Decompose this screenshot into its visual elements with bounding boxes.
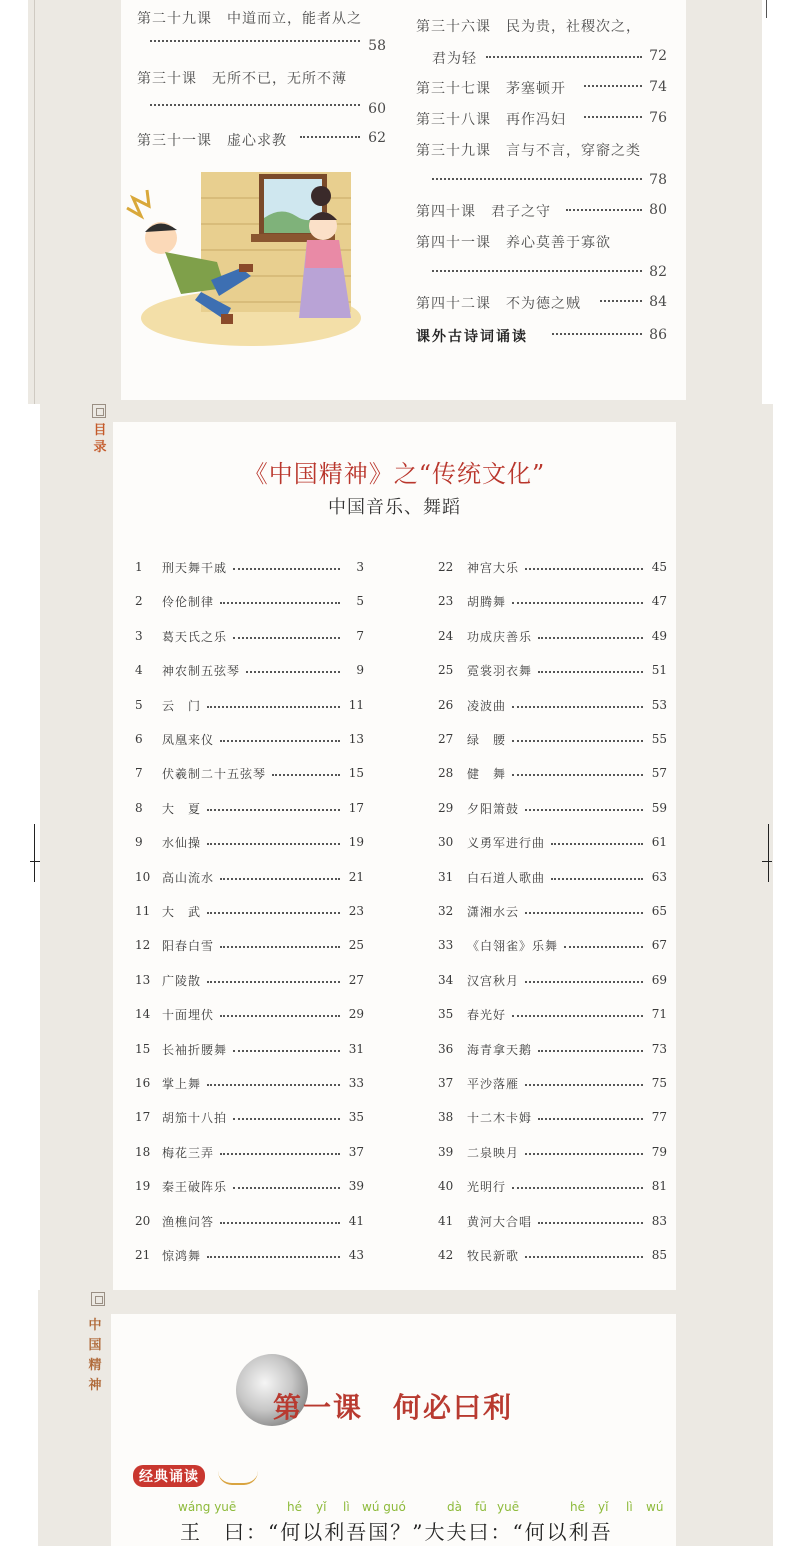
toc-row[interactable]: [438, 730, 669, 750]
leader-dots: [220, 878, 340, 880]
toc-item-title: 海青拿天鹅: [467, 1042, 533, 1057]
leader-dots: [207, 809, 340, 811]
leader-dots: [512, 740, 643, 742]
toc-page-number: 21: [348, 869, 364, 884]
toc-row[interactable]: [438, 936, 669, 956]
side-label: 目 录: [93, 423, 107, 455]
toc-page-number: 57: [651, 766, 667, 781]
toc-item-title: 大 武: [162, 905, 202, 919]
toc-item-title: 凌波曲: [467, 698, 507, 713]
crop-mark: [768, 824, 769, 882]
toc-item-number: 32: [438, 904, 454, 918]
leader-dots: [207, 981, 340, 983]
leader-dots: [525, 981, 643, 983]
toc-item-number: 27: [438, 732, 454, 746]
leader-dots: [233, 637, 340, 639]
leader-dots: [220, 1153, 340, 1155]
toc-item-number: 13: [135, 972, 151, 987]
toc-row[interactable]: [438, 799, 669, 819]
toc-item-title: 秦王破阵乐: [162, 1180, 228, 1195]
toc-row[interactable]: [135, 1177, 366, 1197]
side-label: 中 国 精 神: [88, 1318, 102, 1393]
leader-dots: [207, 1256, 340, 1258]
toc-item-title: 梅花三弄: [162, 1145, 215, 1160]
toc-row[interactable]: [135, 971, 366, 991]
toc-item-number: 11: [135, 904, 151, 918]
toc-page-number: 83: [651, 1213, 667, 1228]
toc-item-title: 胡笳十八拍: [162, 1111, 228, 1126]
toc-page-number: 3: [356, 560, 364, 574]
toc-row[interactable]: [438, 833, 669, 853]
toc-page-number: 49: [651, 628, 667, 643]
toc-row[interactable]: [438, 1212, 669, 1232]
crop-mark: [762, 861, 772, 862]
toc-page-number: 62: [368, 130, 386, 146]
toc-entry[interactable]: 课外古诗词诵读: [416, 329, 528, 345]
toc-page-number: 80: [649, 202, 667, 218]
toc-page-number: 85: [651, 1248, 667, 1262]
toc-page-number: 5: [356, 594, 364, 609]
toc-item-title: 大 夏: [162, 801, 202, 816]
toc-page-number: 63: [651, 869, 667, 884]
toc-item-title: 二泉映月: [467, 1145, 520, 1160]
leader-dots: [207, 706, 340, 708]
toc-row[interactable]: [135, 1108, 366, 1128]
toc-page-number: 29: [348, 1007, 364, 1022]
pinyin: wú: [646, 1500, 664, 1514]
toc-page-number: 53: [651, 697, 667, 712]
toc-entry[interactable]: 第四十一课 养心莫善于寡欲: [416, 235, 611, 251]
pinyin: lì: [343, 1500, 350, 1514]
toc-page-number: 65: [651, 904, 667, 918]
leader-dots: [233, 1118, 340, 1120]
toc-entry[interactable]: 第四十课 君子之守: [416, 204, 551, 220]
toc-row[interactable]: [438, 1143, 669, 1163]
toc-row[interactable]: [438, 1177, 669, 1197]
toc-page-number: 78: [649, 172, 667, 188]
toc-item-number: 29: [438, 800, 454, 815]
toc-page-number: 79: [651, 1144, 667, 1159]
page-title: 《中国精神》之“传统文化”: [243, 460, 546, 488]
toc-item-number: 31: [438, 869, 454, 884]
toc-page-number: 17: [348, 800, 364, 815]
toc-row[interactable]: [135, 1212, 366, 1232]
pinyin: wú guó: [362, 1500, 406, 1514]
toc-page-number: 82: [649, 264, 667, 280]
toc-page-number: 72: [649, 48, 667, 64]
toc-item-title: 绿 腰: [467, 733, 507, 747]
pinyin: lì: [626, 1500, 633, 1514]
leader-dots: [233, 1187, 340, 1189]
leader-dots: [512, 602, 643, 604]
toc-item-title: 夕阳箫鼓: [467, 801, 520, 816]
toc-entry[interactable]: 第三十七课 茅塞顿开: [416, 81, 566, 97]
toc-item-number: 36: [438, 1041, 454, 1056]
toc-page-number: 15: [348, 766, 364, 781]
leader-dots: [220, 1222, 340, 1224]
leader-dots: [246, 671, 340, 673]
toc-row[interactable]: [438, 1074, 669, 1094]
toc-entry[interactable]: 第三十六课 民为贵，社稷次之，: [416, 19, 641, 35]
corner-ornament-icon: [92, 404, 106, 418]
toc-row[interactable]: [135, 1005, 366, 1025]
cartoon-illustration: [121, 168, 361, 348]
toc-page-number: 84: [649, 294, 667, 310]
toc-item-title: 牧民新歌: [467, 1249, 520, 1263]
toc-item-number: 5: [135, 697, 143, 712]
leader-dots: [538, 1118, 643, 1120]
toc-page-number: 69: [651, 972, 667, 987]
toc-row[interactable]: [135, 696, 366, 716]
toc-item-title: 平沙落雁: [467, 1077, 520, 1091]
toc-item-title: 十面埋伏: [162, 1008, 215, 1023]
music-dance-toc-page: [0, 404, 800, 1290]
toc-page-number: 31: [348, 1041, 364, 1056]
toc-item-title: 云 门: [162, 698, 202, 713]
toc-entry[interactable]: 第三十八课 再作冯妇: [416, 112, 566, 128]
leader-dots: [525, 1084, 643, 1086]
pinyin: yuē: [497, 1500, 520, 1514]
toc-row[interactable]: [135, 764, 366, 784]
toc-row[interactable]: [135, 558, 366, 578]
toc-item-title: 水仙操: [162, 836, 202, 851]
toc-item-title: 十二木卡姆: [467, 1111, 533, 1126]
pinyin: yǐ: [316, 1500, 327, 1514]
classic-verse: 王 曰：“何以利吾国？”大夫曰：“何以利吾: [180, 1520, 613, 1544]
toc-item-title: 白石道人歌曲: [467, 870, 546, 885]
pinyin: fū: [475, 1500, 487, 1514]
toc-row[interactable]: [438, 971, 669, 991]
leader-dots: [220, 946, 340, 948]
toc-row[interactable]: [135, 936, 366, 956]
toc-row[interactable]: [438, 868, 669, 888]
toc-row[interactable]: [438, 592, 669, 612]
toc-item-title: 广陵散: [162, 973, 202, 988]
toc-page-number: 76: [649, 110, 667, 126]
toc-row[interactable]: [135, 592, 366, 612]
toc-page-number: 33: [348, 1076, 364, 1090]
toc-row[interactable]: [438, 696, 669, 716]
leader-dots: [551, 878, 643, 880]
leader-dots: [525, 912, 643, 914]
toc-page-number: 19: [348, 835, 364, 850]
toc-item-number: 40: [438, 1179, 454, 1194]
toc-item-number: 14: [135, 1007, 151, 1022]
toc-row[interactable]: [135, 661, 366, 681]
toc-item-number: 15: [135, 1041, 151, 1056]
pinyin: hé: [570, 1500, 585, 1514]
leader-dots: [207, 843, 340, 845]
toc-item-title: 健 舞: [467, 767, 507, 782]
toc-page-number: 41: [348, 1213, 364, 1228]
leader-dots: [220, 602, 340, 604]
toc-page-number: 67: [651, 938, 667, 953]
toc-item-title: 霓裳羽衣舞: [467, 664, 533, 679]
pinyin: dà: [447, 1500, 462, 1514]
corner-ornament-icon: [91, 1292, 105, 1306]
toc-page-number: 25: [348, 938, 364, 953]
toc-item-number: 10: [135, 869, 151, 884]
toc-item-number: 1: [135, 560, 143, 574]
toc-row[interactable]: [135, 833, 366, 853]
toc-item-number: 4: [135, 663, 143, 678]
toc-page-number: 58: [368, 38, 386, 54]
toc-item-title: 春光好: [467, 1008, 507, 1023]
toc-item-title: 潇湘水云: [467, 905, 520, 919]
toc-item-number: 37: [438, 1076, 454, 1090]
toc-entry[interactable]: 第二十九课 中道而立，能者从之: [137, 11, 362, 27]
toc-item-number: 42: [438, 1248, 454, 1262]
toc-item-title: 惊鸿舞: [162, 1249, 202, 1263]
toc-item-number: 25: [438, 663, 454, 678]
toc-row[interactable]: [438, 764, 669, 784]
toc-row[interactable]: [438, 902, 669, 922]
leader-dots: [512, 1015, 643, 1017]
toc-page-number: 39: [348, 1179, 364, 1194]
toc-item-title: 掌上舞: [162, 1077, 202, 1091]
crop-mark: [30, 861, 40, 862]
toc-item-number: 12: [135, 938, 151, 953]
leader-dots: [512, 1187, 643, 1189]
toc-item-title: 刑天舞干戚: [162, 561, 228, 575]
lesson-title: 第一课 何必曰利: [273, 1391, 514, 1424]
leader-dots: [538, 1222, 643, 1224]
toc-item-title: 长袖折腰舞: [162, 1042, 228, 1057]
toc-page-number: 7: [356, 628, 364, 643]
toc-item-number: 16: [135, 1076, 151, 1090]
toc-item-number: 34: [438, 972, 454, 987]
toc-item-title: 神农制五弦琴: [162, 664, 241, 679]
toc-item-number: 22: [438, 560, 454, 574]
leader-dots: [207, 1084, 340, 1086]
toc-page-number: 61: [651, 835, 667, 850]
toc-row[interactable]: [438, 1005, 669, 1025]
crop-mark: [34, 824, 35, 882]
leader-dots: [233, 568, 340, 570]
section-badge: 经典诵读: [133, 1465, 205, 1487]
leader-dots: [220, 1015, 340, 1017]
toc-page-number: 59: [651, 800, 667, 815]
toc-page-number: 27: [348, 972, 364, 987]
leader-dots: [525, 809, 643, 811]
toc-page-number: 71: [651, 1007, 667, 1022]
toc-row[interactable]: [438, 1040, 669, 1060]
toc-item-title: 渔樵问答: [162, 1214, 215, 1229]
toc-page-number: 51: [651, 663, 667, 678]
toc-item-number: 28: [438, 766, 454, 781]
toc-page-number: 45: [651, 560, 667, 574]
toc-page-number: 11: [348, 697, 364, 712]
pinyin: hé: [287, 1500, 302, 1514]
toc-item-title: 《白翎雀》乐舞: [467, 939, 559, 954]
leader-dots: [512, 774, 643, 776]
toc-item-number: 20: [135, 1213, 151, 1228]
toc-item-number: 23: [438, 594, 454, 609]
toc-item-number: 8: [135, 800, 143, 815]
toc-row[interactable]: [135, 1143, 366, 1163]
toc-item-number: 21: [135, 1248, 151, 1262]
leader-dots: [233, 1050, 340, 1052]
page-subtitle: 中国音乐、舞蹈: [328, 497, 461, 518]
toc-item-number: 26: [438, 697, 454, 712]
toc-item-number: 3: [135, 628, 143, 643]
leader-dots: [551, 843, 643, 845]
toc-page-number: 81: [651, 1179, 667, 1194]
toc-page-number: 35: [348, 1110, 364, 1125]
toc-item-number: 7: [135, 766, 143, 781]
leader-dots: [272, 774, 340, 776]
toc-item-title: 葛天氏之乐: [162, 629, 228, 644]
toc-item-number: 24: [438, 628, 454, 643]
toc-row[interactable]: [438, 558, 669, 578]
toc-row[interactable]: [135, 1074, 366, 1094]
toc-entry[interactable]: 第三十一课 虚心求教: [137, 133, 287, 149]
toc-item-number: 39: [438, 1144, 454, 1159]
toc-page-number: 77: [651, 1110, 667, 1125]
toc-item-number: 19: [135, 1179, 151, 1194]
toc-item-title: 神宫大乐: [467, 561, 520, 575]
toc-item-number: 33: [438, 938, 454, 953]
leader-dots: [538, 637, 643, 639]
toc-item-number: 18: [135, 1144, 151, 1159]
leader-dots: [525, 568, 643, 570]
toc-item-title: 胡腾舞: [467, 595, 507, 610]
toc-item-title: 凤凰来仪: [162, 733, 215, 747]
toc-item-number: 35: [438, 1007, 454, 1022]
lesson-page: [0, 1290, 800, 1546]
leader-dots: [538, 671, 643, 673]
toc-page-top: [0, 0, 800, 404]
toc-page-number: 73: [651, 1041, 667, 1056]
pinyin: yǐ: [598, 1500, 609, 1514]
toc-row[interactable]: [438, 1246, 669, 1266]
toc-entry[interactable]: 第三十九课 言与不言，穿窬之类: [416, 143, 641, 159]
toc-row[interactable]: [135, 1040, 366, 1060]
toc-item-number: 2: [135, 594, 143, 609]
toc-item-title: 伶伦制律: [162, 595, 215, 610]
toc-item-number: 9: [135, 835, 143, 850]
toc-page-number: 43: [348, 1248, 364, 1262]
toc-row[interactable]: [135, 730, 366, 750]
pinyin: wáng yuē: [178, 1500, 237, 1514]
toc-page-number: 55: [651, 732, 667, 746]
toc-item-title: 伏羲制二十五弦琴: [162, 767, 267, 782]
toc-page-number: 75: [651, 1076, 667, 1090]
toc-item-title: 高山流水: [162, 870, 215, 885]
toc-item-number: 30: [438, 835, 454, 850]
toc-page-number: 9: [356, 663, 364, 678]
toc-entry[interactable]: 第四十二课 不为德之贼: [416, 296, 581, 312]
toc-item-number: 38: [438, 1110, 454, 1125]
toc-item-title: 义勇军进行曲: [467, 836, 546, 851]
toc-row[interactable]: [438, 627, 669, 647]
toc-item-number: 41: [438, 1213, 454, 1228]
toc-page-number: 23: [348, 904, 364, 918]
leader-dots: [220, 740, 340, 742]
toc-item-number: 17: [135, 1110, 151, 1125]
toc-page-number: 47: [651, 594, 667, 609]
toc-item-title: 功成庆善乐: [467, 629, 533, 644]
leader-dots: [525, 1153, 643, 1155]
toc-entry-continued: 君为轻: [432, 51, 477, 67]
toc-item-title: 汉宫秋月: [467, 973, 520, 988]
toc-page-number: 13: [348, 732, 364, 746]
leader-dots: [564, 946, 643, 948]
leader-dots: [207, 912, 340, 914]
leader-dots: [538, 1050, 643, 1052]
toc-row[interactable]: [135, 627, 366, 647]
toc-page-number: 37: [348, 1144, 364, 1159]
toc-item-number: 6: [135, 732, 143, 746]
toc-item-title: 光明行: [467, 1180, 507, 1195]
toc-row[interactable]: [438, 661, 669, 681]
toc-page-number: 86: [649, 327, 667, 343]
toc-item-title: 黄河大合唱: [467, 1214, 533, 1229]
leader-dots: [512, 706, 643, 708]
toc-row[interactable]: [135, 1246, 366, 1266]
toc-row[interactable]: [438, 1108, 669, 1128]
toc-row[interactable]: [135, 868, 366, 888]
toc-item-title: 阳春白雪: [162, 939, 215, 954]
toc-row[interactable]: [135, 799, 366, 819]
leader-dots: [525, 1256, 643, 1258]
toc-page-number: 74: [649, 79, 667, 95]
toc-entry[interactable]: 第三十课 无所不已，无所不薄: [137, 71, 347, 87]
toc-row[interactable]: [135, 902, 366, 922]
toc-page-number: 60: [368, 101, 386, 117]
